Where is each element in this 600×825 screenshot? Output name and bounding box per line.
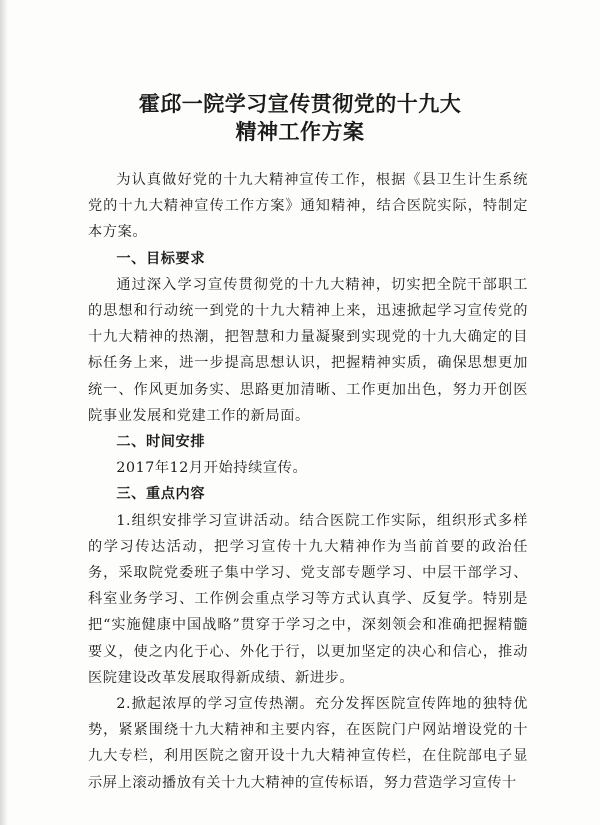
document-title-line1: 霍邱一院学习宣传贯彻党的十九大 — [138, 92, 462, 116]
content-item-1: 1.组织安排学习宣讲活动。结合医院工作实际，组织形式多样的学习传达活动，把学习宣传十九大精神作为当前首要的政治任务，采取院党委班子集中学习、党支部专题学习、中层干部学习、科室业务学习、工作例会重点学习等方式认真学、反复学。特别是把“实施健康中国战略”贯穿于学习之中，深刻领会和准确把握精髓要义，使之内化于心、外化于行，以更加坚定的决心和信心，推动医院建设改革发展取得新成绩、新进步。 — [88, 512, 528, 686]
section-heading-schedule: 二、时间安排 — [116, 434, 206, 451]
section-heading-content: 三、重点内容 — [116, 486, 206, 503]
document-title-line2: 精神工作方案 — [235, 120, 365, 144]
content-item-2: 2.掀起浓厚的学习宣传热潮。充分发挥医院宣传阵地的独特优势，紧紧围绕十九大精神和主要内容，在医院门户网站增设党的十九大专栏，利用医院之窗开设十九大精神宣传栏，在住院部电子显示屏上滚动播放有关十九大精神的宣传标语，努力营造学习宣传十 — [88, 696, 528, 791]
document-body — [88, 167, 528, 796]
intro-paragraph: 为认真做好党的十九大精神宣传工作，根据《县卫生计生系统党的十九大精神宣传工作方案》通知精神，结合医院实际，特制定本方案。 — [88, 172, 528, 241]
section-heading-goals: 一、目标要求 — [116, 250, 206, 267]
schedule-paragraph: 2017年12月开始持续宣传。 — [116, 460, 308, 477]
goals-paragraph: 通过深入学习宣传贯彻党的十九大精神，切实把全院干部职工的思想和行动统一到党的十九大精神上来，迅速掀起学习宣传党的十九大精神的热潮，把智慧和力量凝聚到实现党的十九大确定的目标任务上来，进一步提高思想认识，把握精神实质，确保思想更加统一、作风更加务实、思路更加清晰、工作更加出色，努力开创医院事业发展和党建工作的新局面。 — [88, 276, 528, 424]
